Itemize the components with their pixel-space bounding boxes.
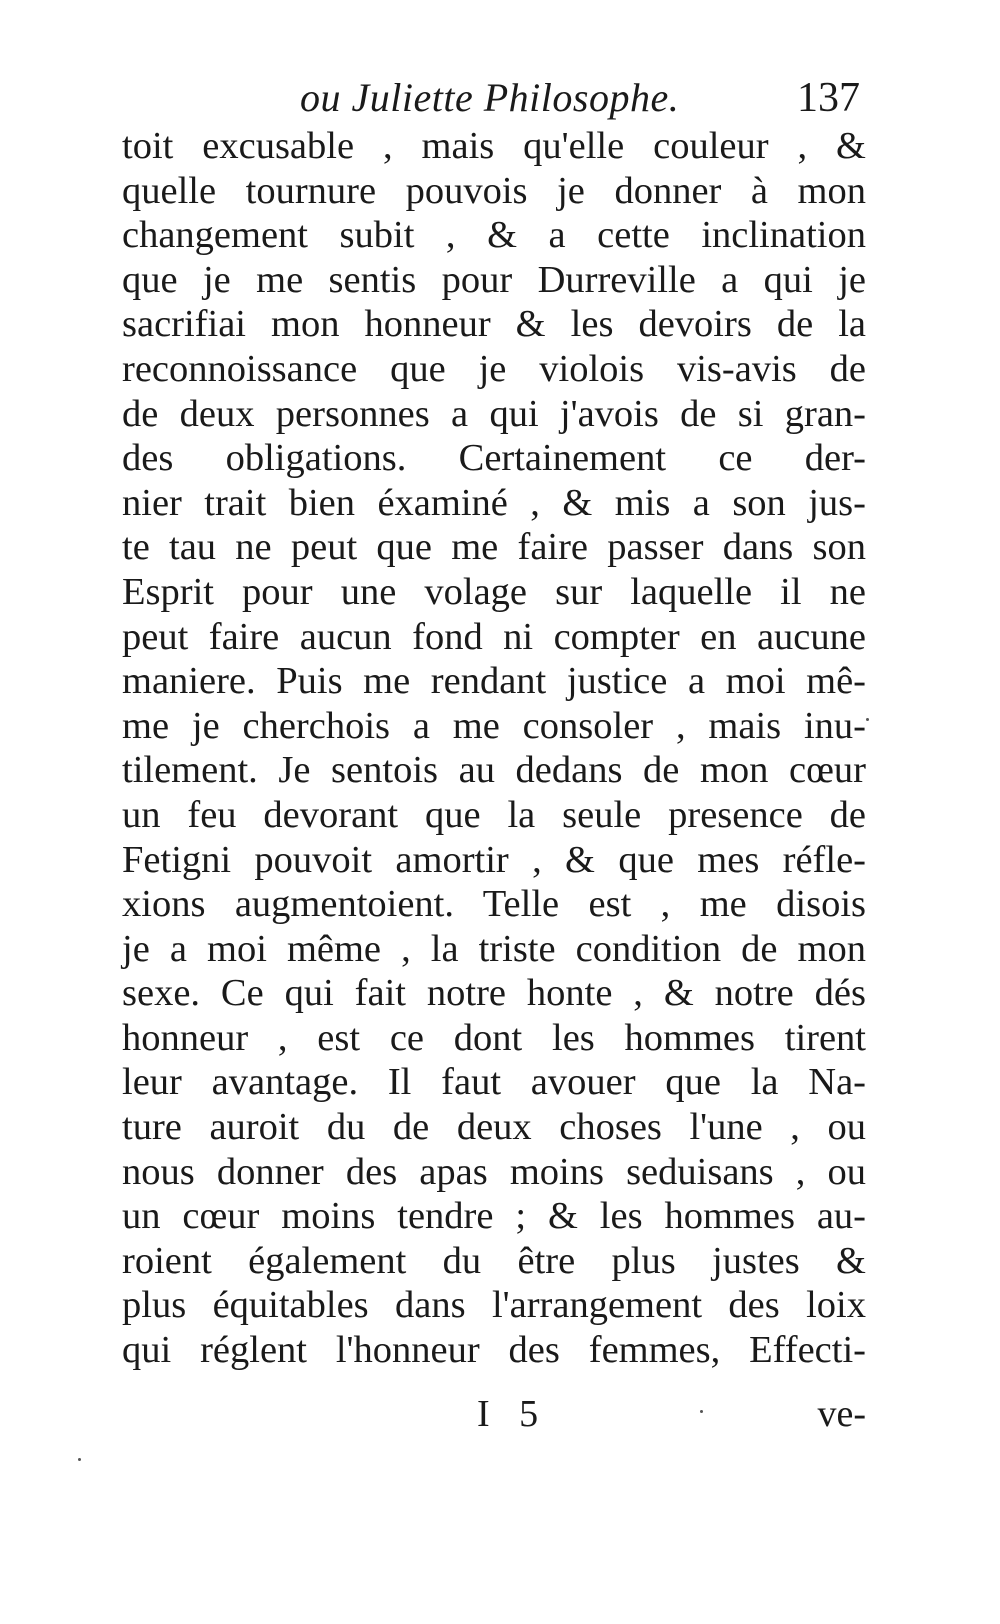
text-line: leur avantage. Il faut avouer que la Na- <box>122 1061 866 1104</box>
text-line: me je cherchois a me consoler , mais inu- <box>122 704 866 747</box>
text-line: un feu devorant que la seule presence de <box>122 793 866 836</box>
text-line: te tau ne peut que me faire passer dans son <box>122 526 866 569</box>
text-line: je a moi même , la triste condition de mon <box>122 927 866 970</box>
text-line: que je me sentis pour Durreville a qui je <box>122 258 866 301</box>
text-line: ture auroit du de deux choses l'une , ou <box>122 1106 866 1149</box>
text-line: toit excusable , mais qu'elle couleur , & <box>122 125 866 167</box>
text-line: Fetigni pouvoit amortir , & que mes réfle- <box>122 838 866 881</box>
text-line: sexe. Ce qui fait notre honte , & notre dés <box>122 972 866 1015</box>
text-line: changement subit , & a cette inclination <box>122 214 866 257</box>
text-line: nous donner des apas moins seduisans , ou <box>122 1150 866 1193</box>
text-line: sacrifiai mon honneur & les devoirs de la <box>122 303 866 346</box>
text-line: nier trait bien éxaminé , & mis a son jus- <box>122 481 866 524</box>
text-line: des obligations. Certainement ce der- <box>122 437 866 480</box>
text-line: roient également du être plus justes & <box>122 1239 866 1282</box>
text-line: quelle tournure pouvois je donner à mon <box>122 169 866 212</box>
text-line: maniere. Puis me rendant justice a moi mê- <box>122 660 866 703</box>
text-line: peut faire aucun fond ni compter en aucune <box>122 615 866 658</box>
text-line: un cœur moins tendre ; & les hommes au- <box>122 1195 866 1238</box>
paper-speck <box>700 1410 703 1413</box>
text-line: Esprit pour une volage sur laquelle il ne <box>122 570 866 613</box>
text-line: xions augmentoient. Telle est , me disois <box>122 883 866 926</box>
running-title: ou Juliette Philosophe. <box>300 75 680 120</box>
body-text <box>122 124 866 1373</box>
page-footer <box>122 1392 866 1442</box>
text-line: tilement. Je sentois au dedans de mon cœur <box>122 749 866 792</box>
text-line: plus équitables dans l'arrangement des loix <box>122 1284 866 1327</box>
paper-speck <box>78 1458 81 1461</box>
text-line: de deux personnes a qui j'avois de si gran- <box>122 392 866 435</box>
page-number: 137 <box>797 75 860 121</box>
text-line: reconnoissance que je violois vis-avis de <box>122 347 866 390</box>
text-line: qui réglent l'honneur des femmes, Effecti- <box>122 1329 866 1372</box>
paper-speck <box>866 718 869 721</box>
signature-mark: I 5 <box>477 1393 549 1435</box>
text-line: honneur , est ce dont les hommes tirent <box>122 1016 866 1059</box>
catchword: ve- <box>817 1393 866 1435</box>
